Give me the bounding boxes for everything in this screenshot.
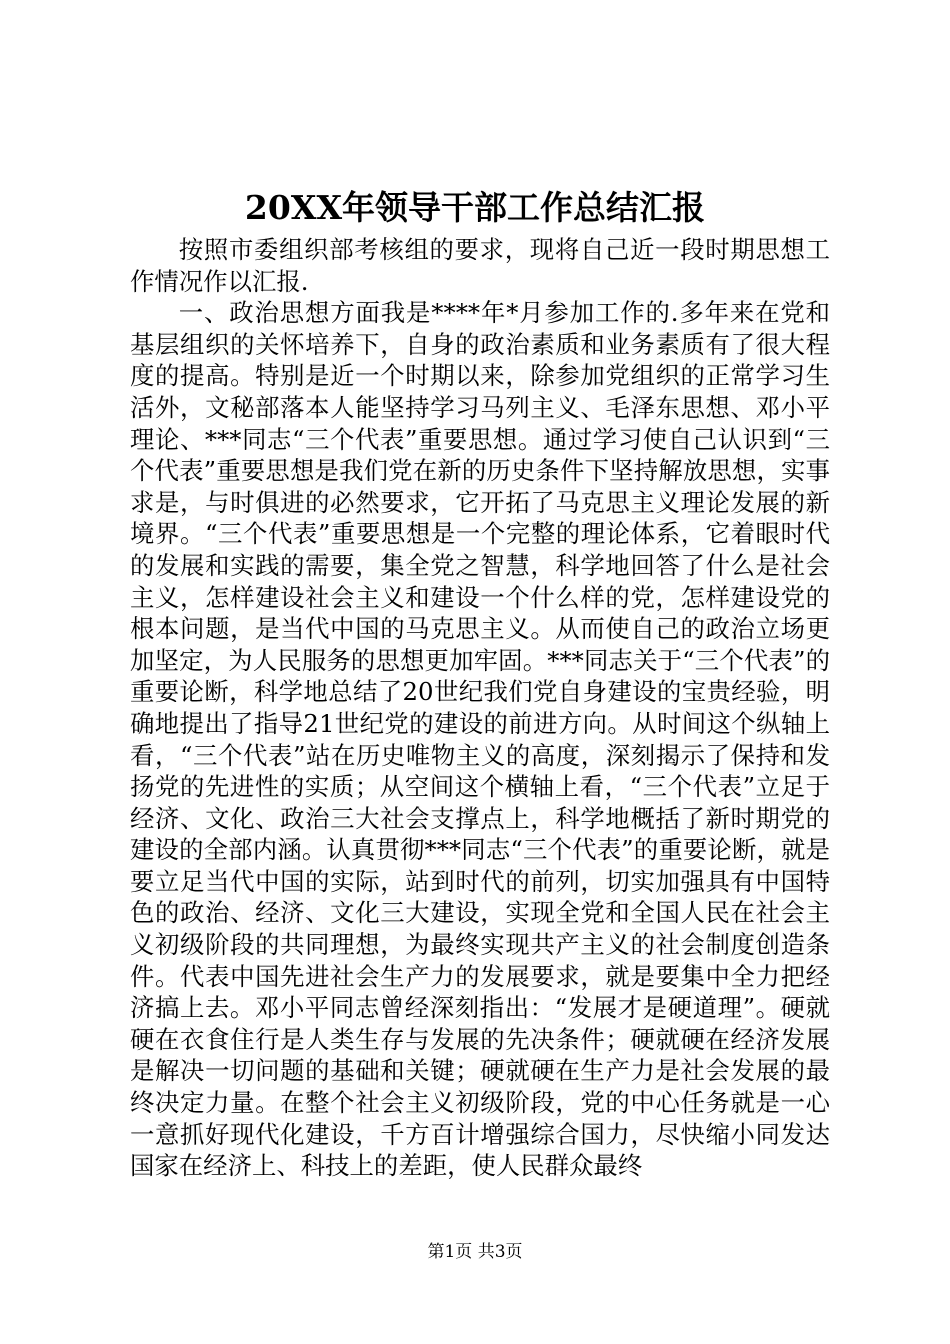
document-body bbox=[130, 234, 830, 1182]
paragraph-political-thought: 一、政治思想方面我是****年*月参加工作的.多年来在党和基层组织的关怀培养下，自身的政治素质和业务素质有了很大程度的提高。特别是近一个时期以来，除参加党组织的正常学习生活外，文秘部落本人能坚持学习马列主义、毛泽东思想、邓小平理论、***同志“三个代表”重要思想。通过学习使自己认识到“三个代表”重要思想是我们党在新的历史条件下坚持解放思想，实事求是，与时俱进的必然要求，它开拓了马克思主义理论发展的新境界。“三个代表”重要思想是一个完整的理论体系，它着眼时代的发展和实践的需要，集全党之智慧，科学地回答了什么是社会主义，怎样建设社会主义和建设一个什么样的党，怎样建设党的根本问题，是当代中国的马克思主义。从而使自己的政治立场更加坚定，为人民服务的思想更加牢固。***同志关于“三个代表”的重要论断，科学地总结了20世纪我们党自身建设的宝贵经验，明确地提出了指导21世纪党的建设的前进方向。从时间这个纵轴上看，“三个代表”站在历史唯物主义的高度，深刻揭示了保持和发扬党的先进性的实质；从空间这个横轴上看，“三个代表”立足于经济、文化、政治三大社会支撑点上，科学地概括了新时期党的建设的全部内涵。认真贯彻***同志“三个代表”的重要论断，就是要立足当代中国的实际，站到时代的前列，切实加强具有中国特色的政治、经济、文化三大建设，实现全党和全国人民在社会主义初级阶段的共同理想，为最终实现共产主义的社会制度创造条件。代表中国先进社会生产力的发展要求，就是要集中全力把经济搞上去。邓小平同志曾经深刻指出：“发展才是硬道理”。硬就硬在衣食住行是人类生存与发展的先决条件；硬就硬在经济发展是解决一切问题的基础和关键；硬就硬在生产力是社会发展的最终决定力量。在整个社会主义初级阶段，党的中心任务就是一心一意抓好现代化建设，千方百计增强综合国力，尽快缩小同发达国家在经济上、科技上的差距，使人民群众最终 bbox=[130, 298, 830, 1181]
paragraph-intro: 按照市委组织部考核组的要求，现将自己近一段时期思想工作情况作以汇报. bbox=[130, 235, 830, 296]
page-footer: 第1页 共3页 bbox=[427, 1242, 523, 1262]
document-title: 20XX年领导干部工作总结汇报 bbox=[244, 188, 706, 227]
